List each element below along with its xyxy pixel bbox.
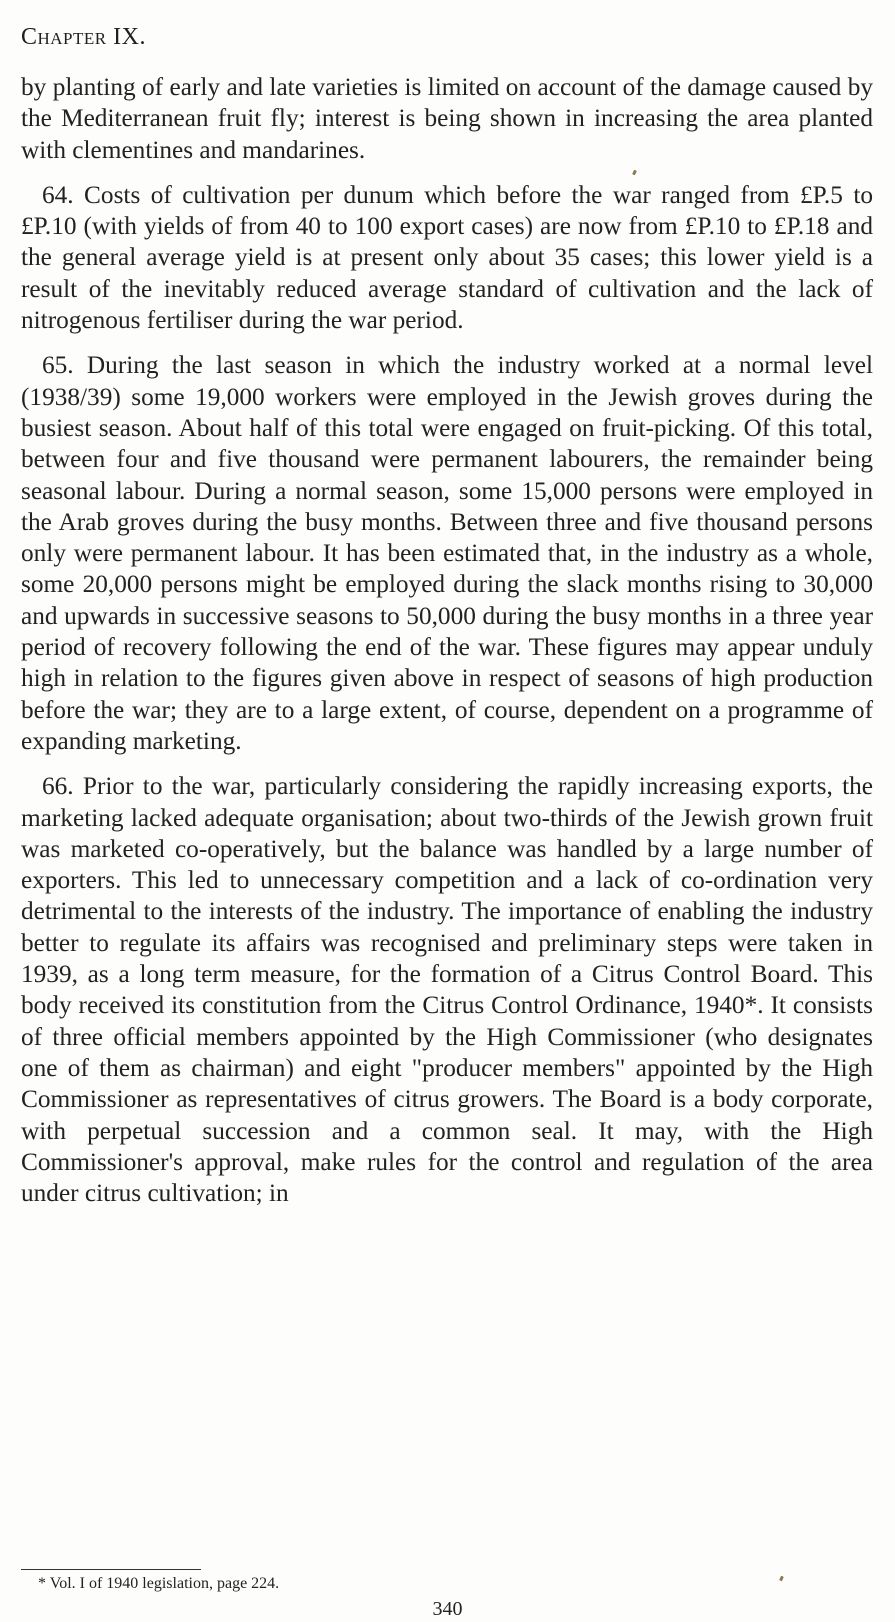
print-speck-mark (779, 1576, 784, 1582)
paragraph-65: 65. During the last season in which the industry worked at a normal level (1938/39) some 19,000 workers were employed in the Jewish groves during the busiest season. About half of this total were engaged on fruit-picking. Of this total, between four and five thousand were permanent labourers, the remainder being seasonal labour. During a normal season, some 15,000 persons were employed in the Arab groves during the busy months. Between three and five thousand persons only were permanent labour. It has been estimated that, in the industry as a whole, some 20,000 persons might be employed during the slack months rising to 30,000 and upwards in successive seasons to 50,000 during the busy months in a three year period of recovery following the end of the war. These figures may appear unduly high in relation to the figures given above in respect of seasons of high production before the war; they are to a large extent, of course, dependent on a programme of expanding marketing. (21, 351, 873, 755)
body-text (21, 72, 873, 1223)
paragraph-64: 64. Costs of cultivation per dunum which before the war ranged from £P.5 to £P.10 (with yields of from 40 to 100 export cases) are now from £P.10 to £P.18 and the general average yield is at present only about 35 cases; this lower yield is a result of the inevitably reduced average standard of cultivation and the lack of nitrogenous fertiliser during the war period. (21, 180, 873, 335)
page-number: 340 (432, 1598, 463, 1620)
chapter-heading: Chapter IX. (21, 24, 146, 50)
paragraph-continuation: by planting of early and late varieties is limited on account of the damage caused by the Mediterranean fruit fly; interest is being shown in increasing the area planted with clementines and mandarines. (21, 73, 873, 164)
paragraph-66: 66. Prior to the war, particularly considering the rapidly increasing exports, the marketing lacked adequate organisation; about two-thirds of the Jewish grown fruit was marketed co-operatively, but the balance was handled by a large number of exporters. This led to unnecessary competition and a lack of co-ordination very detrimental to the interests of the industry. The importance of enabling the industry better to regulate its affairs was recognised and preliminary steps were taken in 1939, as a long term measure, for the formation of a Citrus Control Board. This body received its constitution from the Citrus Control Ordinance, 1940*. It consists of three official members appointed by the High Commissioner (who designates one of them as chairman) and eight "producer members" appointed by the High Commissioner as representatives of citrus growers. The Board is a body corporate, with perpetual succession and a common seal. It may, with the High Commissioner's approval, make rules for the control and regulation of the area under citrus cultivation; in (21, 772, 873, 1208)
footnote-divider (21, 1569, 201, 1570)
footnote: * Vol. I of 1940 legislation, page 224. (38, 1575, 280, 1592)
